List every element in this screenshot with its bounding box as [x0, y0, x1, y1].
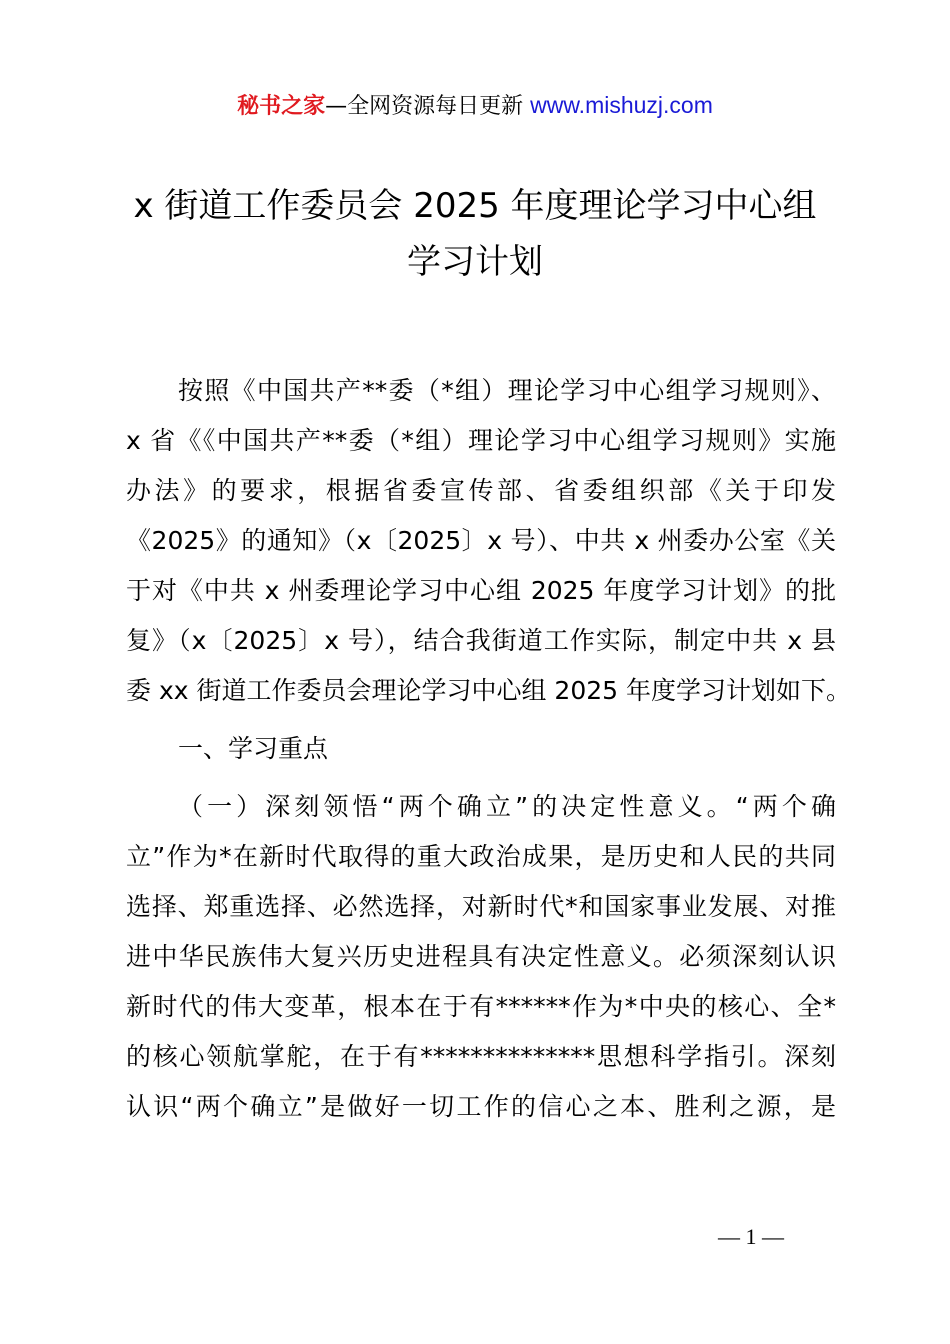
paragraph-key-points: [126, 782, 836, 1132]
paragraph-line: 进中华民族伟大复兴历史进程具有决定性意义。必须深刻认识: [126, 942, 836, 971]
paragraph-line: 立”作为*在新时代取得的重大政治成果，是历史和人民的共同: [126, 842, 836, 871]
paragraph-line: 办法》的要求，根据省委宣传部、省委组织部《关于印发: [126, 476, 836, 505]
paragraph-line: 按照《中国共产**委（*组）理论学习中心组学习规则》、: [178, 376, 836, 405]
header-tagline: —全网资源每日更新: [325, 94, 524, 119]
paragraph-line: 复》（x〔2025〕x 号），结合我街道工作实际，制定中共 x 县: [126, 626, 836, 655]
paragraph-intro: [126, 366, 852, 716]
page-number: — 1 —: [718, 1224, 784, 1249]
section-heading: 一、学习重点: [178, 734, 329, 763]
paragraph-line: x 省《《中国共产**委（*组）理论学习中心组学习规则》实施: [126, 426, 836, 455]
title-line-2: 学习计划: [407, 242, 543, 282]
paragraph-line: 委 xx 街道工作委员会理论学习中心组 2025 年度学习计划如下。: [126, 676, 852, 705]
site-url-link[interactable]: www.mishuzj.com: [530, 92, 713, 118]
paragraph-line: 新时代的伟大变革，根本在于有******作为*中央的核心、全*: [126, 992, 836, 1021]
paragraph-line: 的核心领航掌舵，在于有**************思想科学指引。深刻: [126, 1042, 836, 1071]
paragraph-line: 《2025》的通知》（x〔2025〕x 号）、中共 x 州委办公室《关: [126, 526, 836, 555]
paragraph-line: 选择、郑重选择、必然选择，对新时代*和国家事业发展、对推: [126, 892, 836, 921]
site-header: [0, 88, 950, 124]
paragraph-line: 认识“两个确立”是做好一切工作的信心之本、胜利之源，是: [126, 1092, 836, 1121]
paragraph-line: （一）深刻领悟“两个确立”的决定性意义。“两个确: [178, 792, 836, 821]
document-title: [80, 178, 870, 290]
document-body: [126, 366, 852, 1132]
paragraph-line: 于对《中共 x 州委理论学习中心组 2025 年度学习计划》的批: [126, 576, 836, 605]
title-line-1: x 街道工作委员会 2025 年度理论学习中心组: [133, 186, 817, 226]
brand-name: 秘书之家: [237, 94, 326, 119]
